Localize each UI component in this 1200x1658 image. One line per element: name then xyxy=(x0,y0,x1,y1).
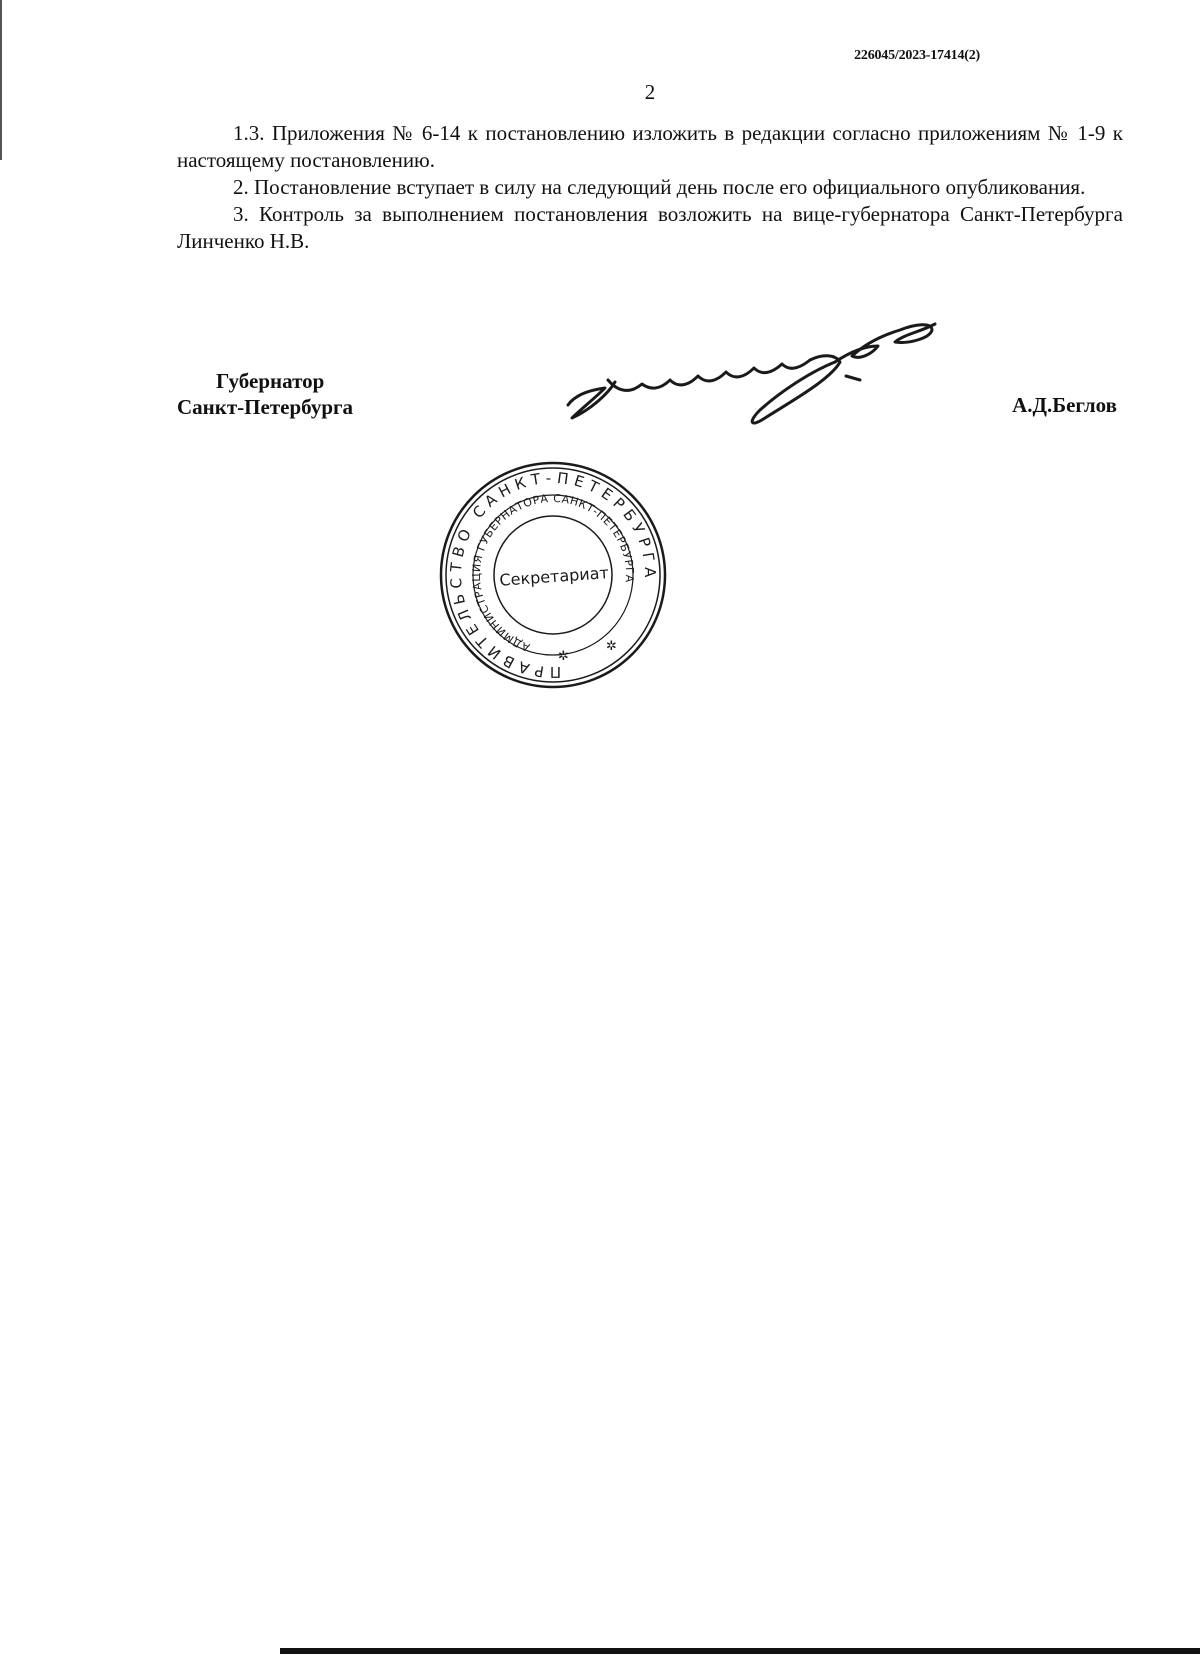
stamp-center-text: Секретариат xyxy=(498,563,610,590)
handwritten-signature xyxy=(560,310,960,435)
page-number: 2 xyxy=(644,80,656,104)
stamp-star-bottom: ✲ xyxy=(558,649,569,664)
paragraph-1-3: 1.3. Приложения № 6-14 к постановлению изложить в редакции согласно приложениям № 1-9 к настоящему постановлению. xyxy=(177,121,1123,172)
official-seal-stamp xyxy=(438,460,668,690)
signatory-name: А.Д.Беглов xyxy=(1012,393,1117,417)
paragraph-2: 2. Постановление вступает в силу на следующий день после его официального опубликования. xyxy=(233,175,1086,199)
stamp-inner-text: АДМИНИСТРАЦИЯ ГУБЕРНАТОРА САНКТ-ПЕТЕРБУРГА xyxy=(469,491,637,654)
document-registration-number: 226045/2023-17414(2) xyxy=(854,48,980,63)
signatory-title-line1: Губернатор xyxy=(216,369,325,393)
document-body xyxy=(177,120,1123,255)
stamp-star-right: ✲ xyxy=(606,639,617,654)
signatory-title xyxy=(177,368,353,420)
stamp-outer-text: ПРАВИТЕЛЬСТВО САНКТ-ПЕТЕРБУРГА xyxy=(446,468,660,682)
paragraph-3: 3. Контроль за выполнением постановления возложить на вице-губернатора Санкт-Петербурга Линченко Н.В. xyxy=(177,202,1123,253)
signatory-title-line2: Санкт-Петербурга xyxy=(177,395,354,419)
scan-edge-bottom xyxy=(280,1648,1200,1654)
